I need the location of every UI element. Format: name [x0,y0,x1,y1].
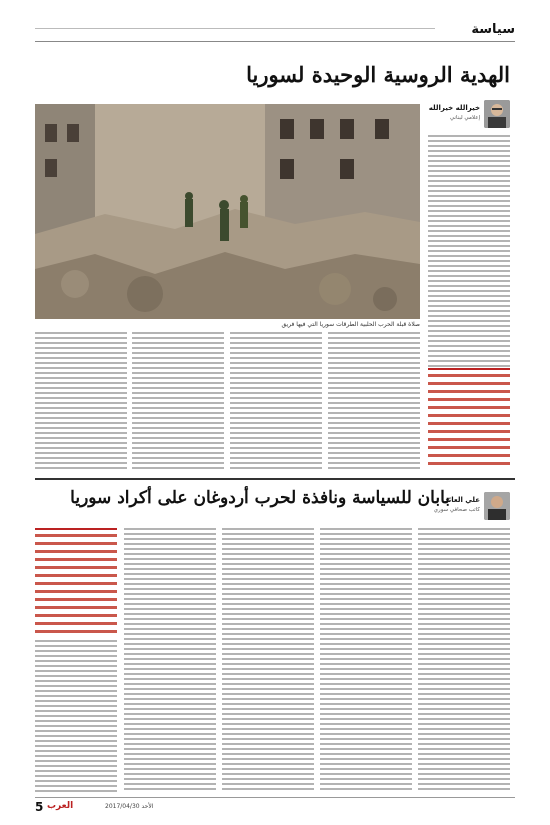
article2-headline: بابان للسياسة ونافذة لحرب أردوغان على أكراد سوريا [70,488,450,508]
article1-photo [35,104,420,319]
author-avatar [484,100,510,128]
section-rule [35,28,435,29]
issue-date: 2017/04/30 الأحد [105,803,154,810]
page-number: 5 [35,800,44,814]
magazine-name: العرب [47,801,74,811]
article2-column-2 [320,528,412,793]
article1-author-title: إعلامي لبناني [449,115,480,121]
section-header [35,22,515,42]
article1-column-2 [328,332,420,472]
article2-author-name: علي العائد [444,496,480,504]
article1-pullquote [428,368,510,468]
section-label: سياسة [471,22,515,37]
author2-avatar [484,492,510,520]
article-divider [35,478,515,480]
article1-author-name: خيرالله خيرالله [428,104,480,112]
article1-pullquote-text [428,374,510,468]
page-footer [35,797,515,813]
article1-column-3 [230,332,322,472]
article2-column-4 [124,528,216,793]
article2-column-5 [35,640,117,793]
article2-author-title: كاتب صحافي سوري [433,507,480,513]
article2-pullquote [35,528,117,633]
article1-headline: الهدية الروسية الوحيدة لسوريا [246,62,510,87]
article2-author [430,492,510,522]
article1-photo-caption: صلاة قبلة الحرب الحلبية الطرقات سوريا التي فيها فريق [281,321,420,328]
article2-column-1 [418,528,510,793]
article1-column-5 [35,332,127,472]
article2-pullquote-text [35,534,117,633]
article2-column-3 [222,528,314,793]
article1-column-4 [132,332,224,472]
article1-author [430,100,510,130]
